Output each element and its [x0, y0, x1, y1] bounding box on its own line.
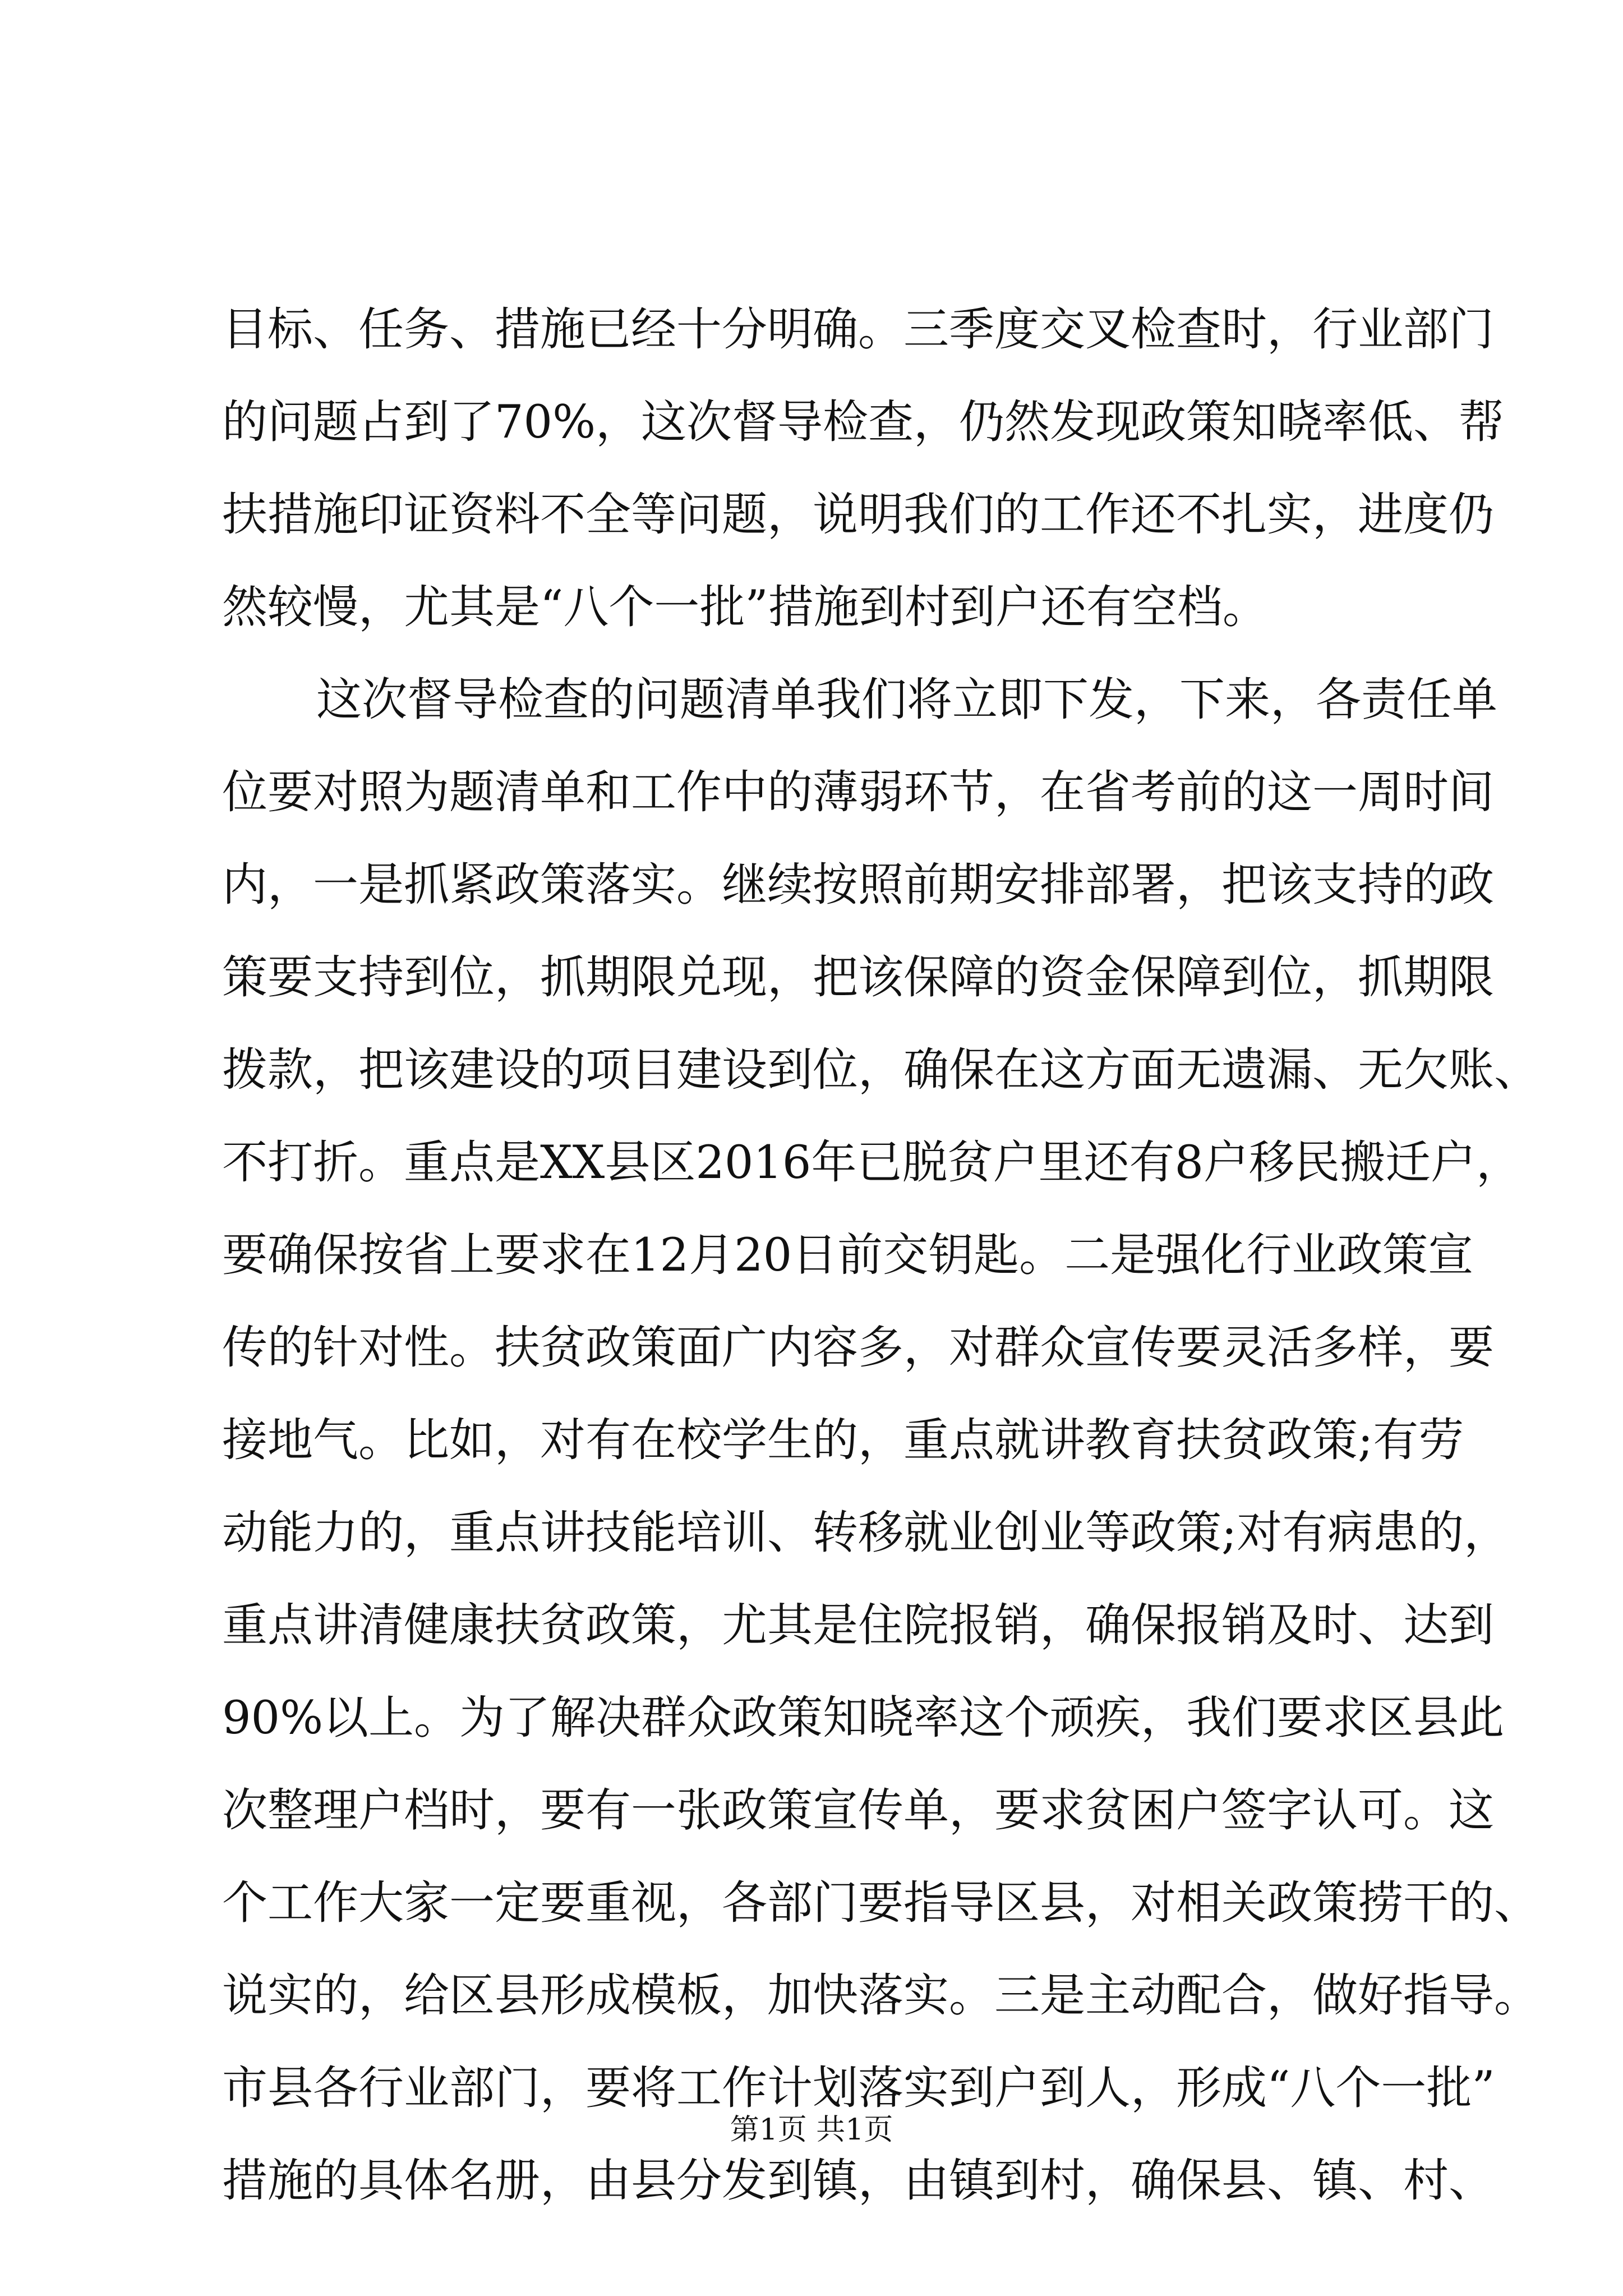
text-line: 内，一是抓紧政策落实。继续按照前期安排部署，把该支持的政 — [222, 859, 1495, 912]
text-line: 位要对照为题清单和工作中的薄弱环节，在省考前的这一周时间 — [222, 766, 1495, 819]
text-line: 目标、任务、措施已经十分明确。三季度交叉检查时，行业部门 — [222, 303, 1495, 356]
text-line: 说实的，给区县形成模板，加快落实。三是主动配合，做好指导。 — [222, 1970, 1540, 2022]
text-line: 扶措施印证资料不全等问题，说明我们的工作还不扎实，进度仍 — [222, 489, 1495, 541]
paragraph-first-line: 这次督导检查的问题清单我们将立即下发，下来，各责任单 — [316, 674, 1498, 726]
text-line: 措施的具体名册，由县分发到镇，由镇到村，确保县、镇、村、 — [222, 2155, 1495, 2207]
text-line: 个工作大家一定要重视，各部门要指导区县，对相关政策捞干的、 — [222, 1877, 1540, 1930]
text-line: 不打折。重点是XX县区2016年已脱贫户里还有8户移民搬迁户， — [222, 1137, 1522, 1189]
text-line: 的问题占到了70%，这次督导检查，仍然发现政策知晓率低、帮 — [222, 396, 1505, 449]
text-line: 策要支持到位，抓期限兑现，把该保障的资金保障到位，抓期限 — [222, 951, 1495, 1004]
text-line: 动能力的，重点讲技能培训、转移就业创业等政策;对有病患的， — [222, 1507, 1510, 1559]
text-line: 然较慢，尤其是“八个一批”措施到村到户还有空档。 — [222, 581, 1268, 634]
document-body — [222, 284, 1540, 2228]
text-line: 90%以上。为了解决群众政策知晓率这个顽疾，我们要求区县此 — [222, 1692, 1505, 1745]
text-line: 要确保按省上要求在12月20日前交钥匙。二是强化行业政策宣 — [222, 1229, 1474, 1282]
text-line: 次整理户档时，要有一张政策宣传单，要求贫困户签字认可。这 — [222, 1784, 1495, 1837]
text-line: 市县各行业部门，要将工作计划落实到户到人，形成“八个一批” — [222, 2062, 1495, 2115]
text-line: 传的针对性。扶贫政策面广内容多，对群众宣传要灵活多样，要 — [222, 1322, 1495, 1374]
page-footer: 第1页 共1页 — [730, 2113, 893, 2147]
text-line: 拨款，把该建设的项目建设到位，确保在这方面无遗漏、无欠账、 — [222, 1044, 1540, 1097]
text-line: 接地气。比如，对有在校学生的，重点就讲教育扶贫政策;有劳 — [222, 1414, 1464, 1467]
text-line: 重点讲清健康扶贫政策，尤其是住院报销，确保报销及时、达到 — [222, 1599, 1495, 1652]
